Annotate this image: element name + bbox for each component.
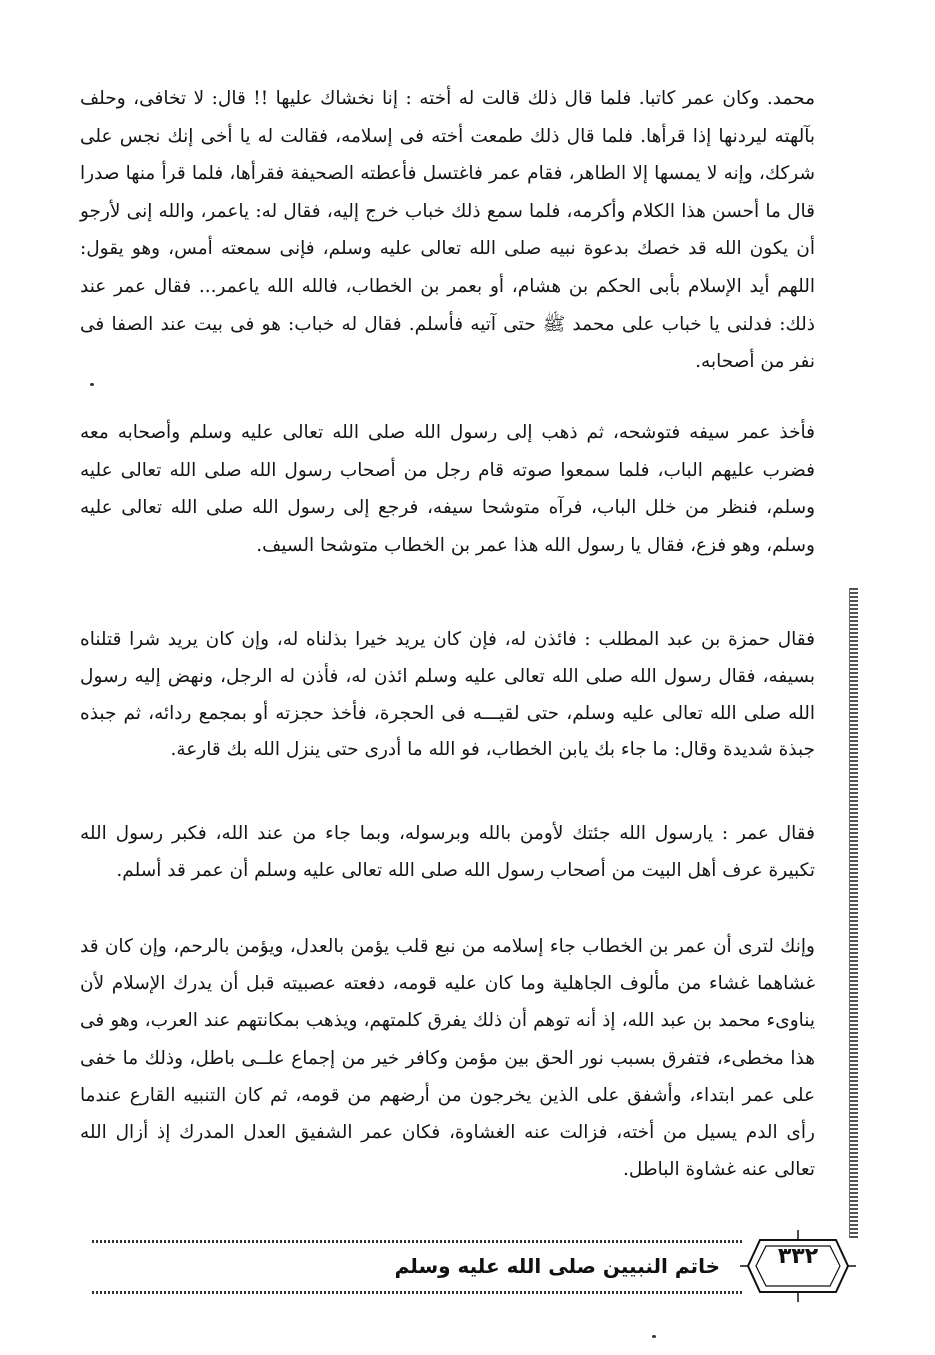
paragraph-5: وإنك لترى أن عمر بن الخطاب جاء إسلامه من نبع قلب يؤمن بالعدل، ويؤمن بالرحم، وإن كان قد غشاهما غشاء من مألوف الجاهلية وما كان عليه قومه، دفعته عصبيته قبل أن يدرك الإسلام لأن يناوىء محمد بن عبد الله، إذ أنه توهم أن ذلك يفرق كلمتهم، ويذهب بمكانتهم عند العرب، وهو فى هذا مخطىء، فتفرق بسبب نور الحق بين مؤمن وكافر خير من إجماع علــى باطل، وذلك ما خفى على عمر ابتداء، وأشفق على الذين يخرجون من أرضهم من قومه، ثم كان التنبيه القارع عندما رأى الدم يسيل من أخته، فزالت عنه الغشاوة، فكان عمر الشفيق العدل المدرك إذ أزال الله تعالى عنه غشاوة الباطل.	[80, 936, 815, 1181]
page-number: ٣٣٢	[777, 1244, 819, 1269]
scan-speck	[90, 383, 94, 386]
paragraph-4: فقال عمر : يارسول الله جئتك لأومن بالله وبرسوله، وبما جاء من عند الله، فكبر رسول الله تكبيرة عرف أهل البيت من أصحاب رسول الله صلى الله تعالى عليه وسلم أن عمر قد أسلم.	[80, 823, 815, 881]
decorative-side-border	[849, 588, 858, 1238]
footer-rule-bottom	[92, 1291, 742, 1294]
footer-rule-top	[92, 1240, 742, 1243]
paragraph-1: محمد. وكان عمر كاتبا. فلما قال ذلك قالت له أخته : إنا نخشاك عليها !! قال: لا تخافى، وحلف بآلهته ليردنها إذا قرأها. فلما قال ذلك طمعت أخته فى إسلامه، فقالت له يا أخى إنك نجس على شركك، وإنه لا يمسها إلا الطاهر، فقام عمر فاغتسل فأعطته الصحيفة فقرأها، فلما قرأ منها صدرا قال ما أحسن هذا الكلام وأكرمه، فلما سمع ذلك خباب خرج إليه، فقال له: ياعمر، والله إنى لأرجو أن يكون الله قد خصك بدعوة نبيه صلى الله تعالى عليه وسلم، فإنى سمعته أمس، وهو يقول: اللهم أيد الإسلام بأبى الحكم بن هشام، أو بعمر بن الخطاب، فالله الله ياعمر... فقال عمر عند ذلك: فدلنى يا خباب على محمد ﷺ حتى آتيه فأسلم. فقال له خباب: هو فى بيت عند الصفا فى نفر من أصحابه.	[80, 88, 815, 373]
paragraph-2: فأخذ عمر سيفه فتوشحه، ثم ذهب إلى رسول الله صلى الله تعالى عليه وسلم وأصحابه معه فضرب عليهم الباب، فلما سمعوا صوته قام رجل من أصحاب رسول الله صلى الله تعالى عليه وسلم، فنظر من خلل الباب، فرآه متوشحا سيفه، فرجع إلى رسول الله صلى الله تعالى عليه وسلم، وهو فزع، فقال يا رسول الله هذا عمر بن الخطاب متوشحا السيف.	[80, 422, 815, 556]
scan-speck	[652, 1335, 656, 1338]
running-footer-title: خاتم النبيين صلى الله عليه وسلم	[394, 1254, 720, 1278]
paragraph-3: فقال حمزة بن عبد المطلب : فائذن له، فإن كان يريد خيرا بذلناه له، وإن كان يريد شرا قتلناه بسيفه، فقال رسول الله صلى الله تعالى عليه وسلم ائذن له، فأذن له الرجل، ونهض إليه رسول الله صلى الله تعالى عليه وسلم، حتى لقيـــه فى الحجرة، فأخذ حجزته أو بمجمع ردائه، ثم جبذه جبذة شديدة وقال: ما جاء بك يابن الخطاب، فو الله ما أدرى حتى ينزل الله بك قارعة.	[80, 629, 815, 761]
